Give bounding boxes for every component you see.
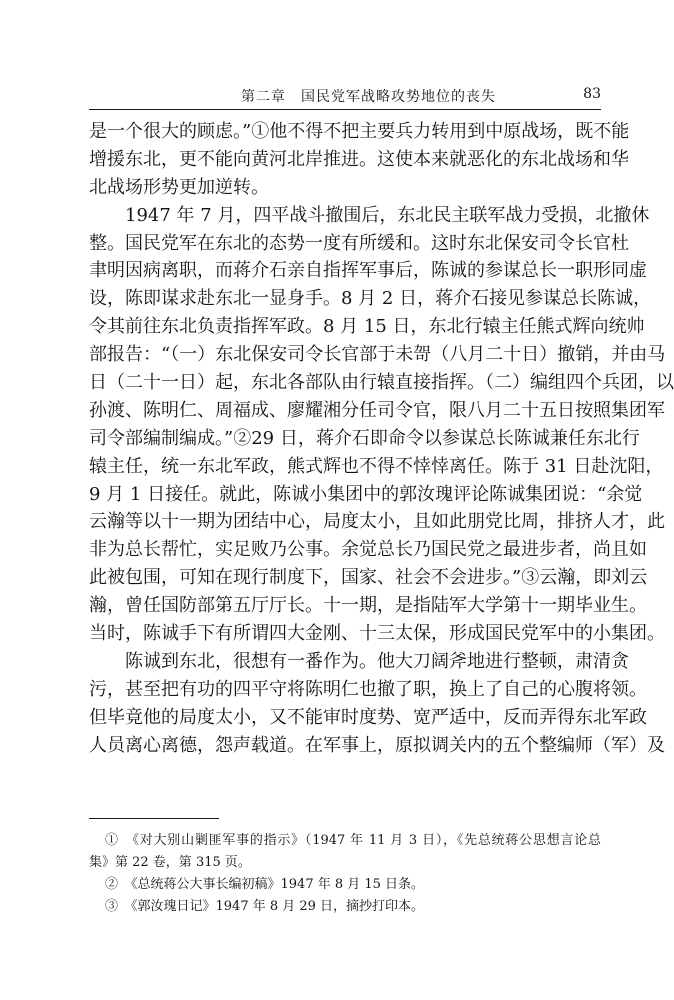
footnote-line: 集》第 22 卷，第 315 页。 [89,855,251,870]
body-line: 非为总长帮忙，实足败乃公事。余觉总长乃国民党之最进步者，尚且如 [89,539,647,561]
header-rule [89,109,601,110]
body-line: 1947 年 7 月，四平战斗撤围后，东北民主联军战力受损，北撤休 [125,204,650,226]
footnotes [89,830,601,918]
body-line: 部报告：“（一）东北保安司令长官部于未哿（八月二十日）撤销，并由马 [89,344,666,366]
body-line: 是一个很大的顾虑。”①他不得不把主要兵力转用到中原战场，既不能 [89,121,630,142]
footnote-line: ③ 《郭汝瑰日记》1947 年 8 月 29 日，摘抄打印本。 [105,899,425,914]
body-line: 司令部编制编成。”②29 日，蒋介石即命令以参谋总长陈诚兼任东北行 [89,427,640,449]
body-line: 令其前往东北负责指挥军政。8 月 15 日，东北行辕主任熊式辉向统帅 [89,316,645,338]
body-line: 云瀚等以十一期为团结中心，局度太小，且如此朋党比周，排挤人才，此 [89,511,665,533]
body-line: 辕主任，统一东北军政，熊式辉也不得不悻悻离任。陈于 31 日赴沈阳， [89,455,664,477]
body-line: 北战场形势更加逆转。 [89,176,269,198]
body-line: 设，陈即谋求赴东北一显身手。8 月 2 日，蒋介石接见参谋总长陈诚， [89,288,652,310]
body-line: 此被包围，可知在现行制度下，国家、社会不会进步。”③云瀚，即刘云 [89,567,648,589]
body-line: 人员离心离德，怨声载道。在军事上，原拟调关内的五个整编师（军）及 [89,734,665,756]
body-line: 日（二十一日）起，东北各部队由行辕直接指挥。（二）编组四个兵团，以 [89,372,674,394]
body-line: 瀚，曾任国防部第五厅厅长。十一期，是指陆军大学第十一期毕业生。 [89,595,647,617]
footnote-line: ① 《对大别山剿匪军事的指示》（1947 年 11 月 3 日），《先总统蒋公思想言论总 [105,833,601,848]
body-line: 但毕竟他的局度太小，又不能审时度势、宽严适中，反而弄得东北军政 [89,706,647,728]
running-header [89,82,601,108]
body-line: 孙渡、陈明仁、周福成、廖耀湘分任司令官，限八月二十五日按照集团军 [89,399,665,421]
body-text [89,118,674,759]
body-line: 9 月 1 日接任。就此，陈诚小集团中的郭汝瑰评论陈诚集团说：“余觉 [89,483,643,505]
body-line: 整。国民党军在东北的态势一度有所缓和。这时东北保安司令长官杜 [89,232,629,254]
footnote-rule [89,818,219,819]
body-line: 当时，陈诚手下有所谓四大金刚、十三太保，形成国民党军中的小集团。 [89,623,665,645]
body-line: 陈诚到东北，很想有一番作为。他大刀阔斧地进行整顿，肃清贪 [125,650,629,672]
page-number: 83 [583,86,601,102]
body-line: 增援东北，更不能向黄河北岸推进。这使本来就恶化的东北战场和华 [89,148,629,170]
body-line: 污，甚至把有功的四平守将陈明仁也撤了职，换上了自己的心腹将领。 [89,678,647,700]
chapter-title: 第二章 国民党军战略攻势地位的丧失 [241,89,496,105]
body-line: 聿明因病离职，而蒋介石亲自指挥军事后，陈诚的参谋总长一职形同虚 [89,260,647,282]
footnote-line: ② 《总统蒋公大事长编初稿》1947 年 8 月 15 日条。 [105,877,425,892]
